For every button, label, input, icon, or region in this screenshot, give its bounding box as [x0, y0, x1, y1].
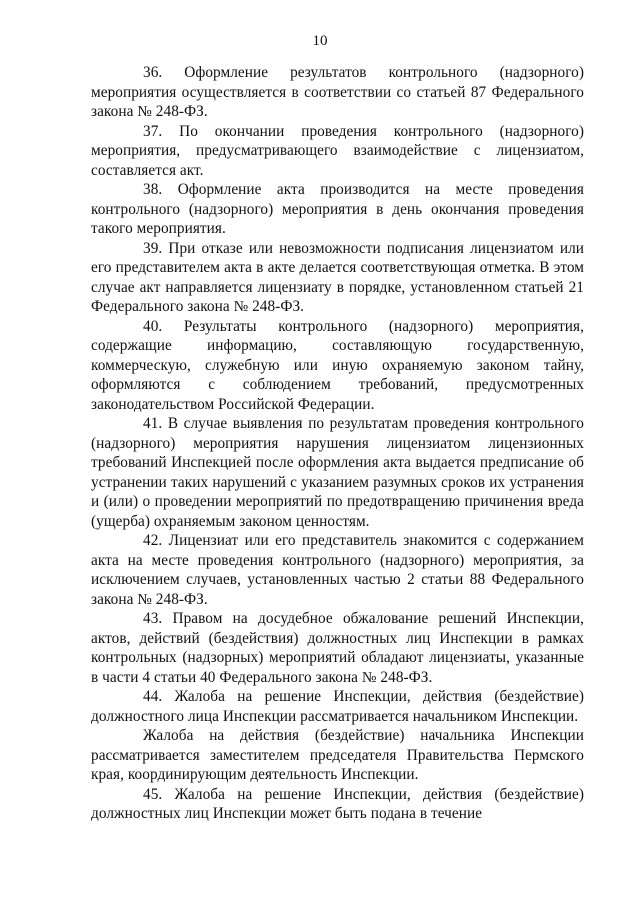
paragraph-39: 39. При отказе или невозможности подписания лицензиатом или его представителем акта в акте делается соответствующая отметка. В этом случае акт направляется лицензиату в порядке, установленном статьей 21 Федерального закона № 248-ФЗ.: [91, 239, 584, 315]
paragraph-36: 36. Оформление результатов контрольного (надзорного) мероприятия осуществляется в соответствии со статьей 87 Федерального закона № 248-ФЗ.: [91, 64, 584, 120]
document-body: [91, 63, 584, 824]
paragraph-41: 41. В случае выявления по результатам проведения контрольного (надзорного) мероприятия нарушения лицензиатом лицензионных требований Инспекцией после оформления акта выдается предписание об устранении таких нарушений с указанием разумных сроков их устранения и (или) о проведении мероприятий по предотвращению причинения вреда (ущерба) охраняемым законом ценностям.: [91, 415, 584, 530]
paragraph-40: 40. Результаты контрольного (надзорного) мероприятия, содержащие информацию, составляющую государственную, коммерческую, служебную или иную охраняемую законом тайну, оформляются с соблюдением требований, предусмотренных законодательством Российской Федерации.: [91, 317, 584, 413]
paragraph-37: 37. По окончании проведения контрольного (надзорного) мероприятия, предусматривающего взаимодействие с лицензиатом, составляется акт.: [91, 122, 584, 179]
paragraph-42: 42. Лицензиат или его представитель знакомится с содержанием акта на месте проведения контрольного (надзорного) мероприятия, за исключением случаев, установленных частью 2 статьи 88 Федерального закона № 248-ФЗ.: [91, 532, 584, 608]
paragraph-44: 44. Жалоба на решение Инспекции, действия (бездействие) должностного лица Инспекции рассматривается начальником Инспекции.: [91, 688, 584, 725]
paragraph-45: 45. Жалоба на решение Инспекции, действия (бездействие) должностных лиц Инспекции может быть подана в течение: [91, 785, 584, 822]
paragraph-44-continued: Жалоба на действия (бездействие) начальника Инспекции рассматривается заместителем председателя Правительства Пермского края, координирующим деятельность Инспекции.: [91, 727, 584, 783]
page-number: 10: [312, 33, 328, 49]
paragraph-38: 38. Оформление акта производится на месте проведения контрольного (надзорного) мероприятия в день окончания проведения такого мероприятия.: [91, 181, 584, 237]
paragraph-43: 43. Правом на досудебное обжалование решений Инспекции, актов, действий (бездействия) должностных лиц Инспекции в рамках контрольных (надзорных) мероприятий обладают лицензиаты, указанные в части 4 статьи 40 Федерального закона № 248-ФЗ.: [91, 610, 584, 686]
